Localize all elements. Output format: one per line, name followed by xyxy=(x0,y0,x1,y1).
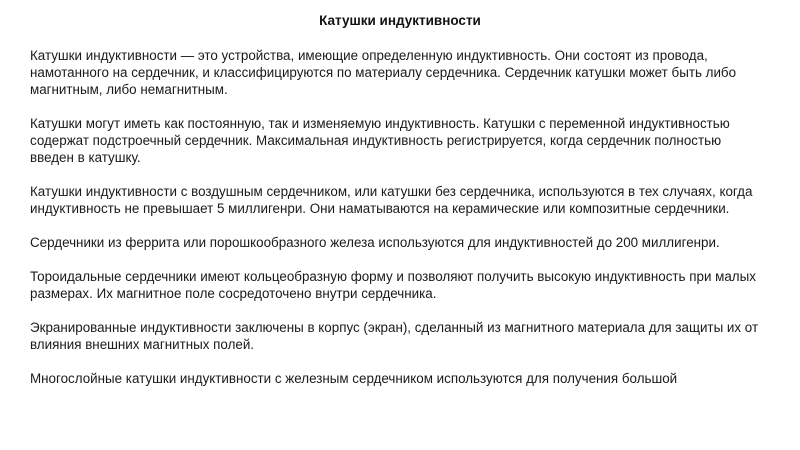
paragraph-ferrite-core: Сердечники из феррита или порошкообразного железа используются для индуктивностей до 200 миллигенри. xyxy=(30,235,720,250)
document-title: Катушки индуктивности xyxy=(319,13,481,28)
paragraph-variable-inductance: Катушки могут иметь как постоянную, так и изменяемую индуктивность. Катушки с переменной индуктивностью содержат подстроечный сердечник. Максимальная индуктивность регистрируется, когда сердечник полностью введен в катушку. xyxy=(30,116,730,165)
paragraph-toroidal-core: Тороидальные сердечники имеют кольцеобразную форму и позволяют получить высокую индуктивность при малых размерах. Их магнитное поле сосредоточено внутри сердечника. xyxy=(30,269,756,301)
paragraph-air-core: Катушки индуктивности с воздушным сердечником, или катушки без сердечника, используются в тех случаях, когда индуктивность не превышает 5 миллигенри. Они наматываются на керамические или композитные сердечники. xyxy=(30,184,753,216)
paragraph-multilayer: Многослойные катушки индуктивности с железным сердечником используются для получения большой xyxy=(30,371,678,386)
paragraph-shielded: Экранированные индуктивности заключены в корпус (экран), сделанный из магнитного материала для защиты их от влияния внешних магнитных полей. xyxy=(30,320,759,352)
document-body xyxy=(30,47,768,404)
paragraph-definition: Катушки индуктивности — это устройства, имеющие определенную индуктивность. Они состоят из провода, намотанного на сердечник, и классифицируются по материалу сердечника. Сердечник катушки может быть либо магнитным, либо немагнитным. xyxy=(30,48,737,97)
